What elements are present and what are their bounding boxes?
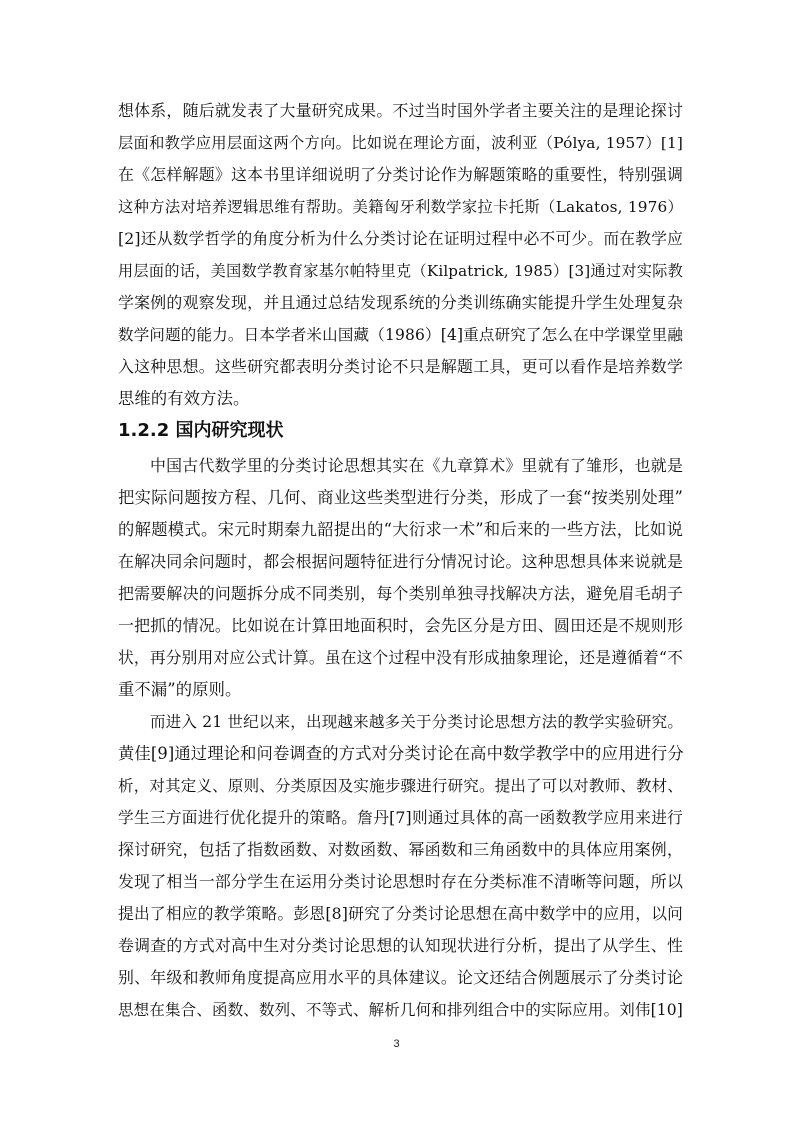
- text-line: 学生三方面进行优化提升的策略。詹丹[7]则通过具体的高一函数教学应用来进行: [118, 808, 683, 827]
- text-line: 提出了相应的教学策略。彭恩[8]研究了分类讨论思想在高中数学中的应用，以问: [118, 904, 683, 923]
- text-line: 重不漏”的原则。: [118, 680, 242, 699]
- text-line: 发现了相当一部分学生在运用分类讨论思想时存在分类标准不清晰等问题，所以: [118, 872, 683, 891]
- text-line: 在解决同余问题时，都会根据问题特征进行分情况讨论。这种思想具体来说就是: [118, 552, 683, 571]
- text-line: [2]还从数学哲学的角度分析为什么分类讨论在证明过程中必不可少。而在教学应: [118, 229, 683, 248]
- text-line: 学案例的观察发现，并且通过总结发现系统的分类训练确实能提升学生处理复杂: [118, 293, 683, 312]
- text-line: 层面和教学应用层面这两个方向。比如说在理论方面，波利亚（Pólya, 1957）[1]: [118, 134, 683, 152]
- text-line: 思想在集合、函数、数列、不等式、解析几何和排列组合中的实际应用。刘伟[10]: [118, 1001, 683, 1019]
- text-line: 卷调查的方式对高中生对分类讨论思想的认知现状进行分析，提出了从学生、性: [118, 936, 683, 955]
- text-line: 数学问题的能力。日本学者米山国藏（1986）[4]重点研究了怎么在中学课堂里融: [118, 326, 683, 344]
- text-line: 析，对其定义、原则、分类原因及实施步骤进行研究。提出了可以对教师、教材、: [118, 777, 683, 795]
- text-line: 的解题模式。宋元时期秦九韶提出的“大衍求一术”和后来的一些方法，比如说: [118, 520, 683, 539]
- text-line: 把需要解决的问题拆分成不同类别，每个类别单独寻找解决方法，避免眉毛胡子: [118, 584, 683, 603]
- text-line: 入这种思想。这些研究都表明分类讨论不只是解题工具，更可以看作是培养数学: [118, 357, 683, 376]
- text-line: 一把抓的情况。比如说在计算田地面积时，会先区分是方田、圆田还是不规则形: [118, 616, 683, 635]
- text-line: 这种方法对培养逻辑思维有帮助。美籍匈牙利数学家拉卡托斯（Lakatos, 1976）: [118, 198, 683, 216]
- page-number: 3: [393, 1038, 400, 1050]
- text-line: 而进入 21 世纪以来，出现越来越多关于分类讨论思想方法的教学实验研究。: [150, 713, 683, 731]
- text-line: 想体系，随后就发表了大量研究成果。不过当时国外学者主要关注的是理论探讨: [118, 101, 683, 120]
- text-line: 用层面的话，美国数学教育家基尔帕特里克（Kilpatrick, 1985）[3]通过对实际教: [118, 262, 683, 280]
- text-line: 中国古代数学里的分类讨论思想其实在《九章算术》里就有了雏形，也就是: [150, 456, 683, 475]
- text-line: 思维的有效方法。: [118, 389, 250, 408]
- text-line: 探讨研究，包括了指数函数、对数函数、幂函数和三角函数中的具体应用案例，: [118, 840, 683, 859]
- text-line: 在《怎样解题》这本书里详细说明了分类讨论作为解题策略的重要性，特别强调: [118, 165, 683, 184]
- text-line: 别、年级和教师角度提高应用水平的具体建议。论文还结合例题展示了分类讨论: [118, 968, 683, 987]
- text-line: 黄佳[9]通过理论和问卷调查的方式对分类讨论在高中数学教学中的应用进行分: [118, 744, 684, 763]
- text-line: 把实际问题按方程、几何、商业这些类型进行分类，形成了一套“按类别处理”: [118, 488, 683, 507]
- text-line: 状，再分别用对应公式计算。虽在这个过程中没有形成抽象理论，还是遵循着“不: [118, 648, 683, 667]
- section-heading: 1.2.2 国内研究现状: [118, 420, 284, 441]
